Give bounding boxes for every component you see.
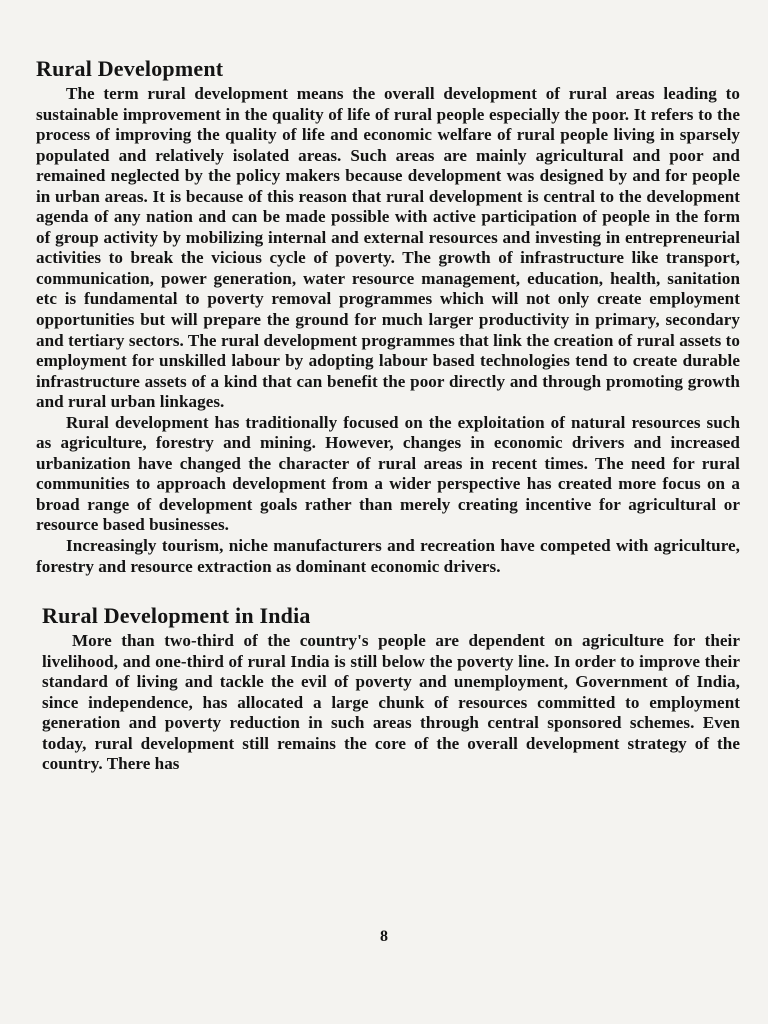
paragraph-traditional-focus: Rural development has traditionally focused on the exploitation of natural resources such as agriculture, forestry and mining. However, changes in economic drivers and increased urbanization have changed the character of rural areas in recent times. The need for rural communities to approach development from a wider perspective has created more focus on a broad range of development goals rather than merely creating incentive for agricultural or resource based businesses. (36, 412, 740, 535)
paragraph-india-overview: More than two-third of the country's people are dependent on agriculture for their livelihood, and one-third of rural India is still below the poverty line. In order to improve their standard of living and tackle the evil of poverty and unemployment, Government of India, since independence, has allocated a large chunk of resources committed to employment generation and poverty reduction in such areas through central sponsored schemes. Even today, rural development still remains the core of the overall development strategy of the country. There has (42, 631, 740, 774)
section-heading-rural-development: Rural Development (36, 56, 224, 81)
paragraph-economic-drivers: Increasingly tourism, niche manufacturers and recreation have competed with agriculture, forestry and resource extraction as dominant economic drivers. (36, 536, 740, 576)
paragraph-definition: The term rural development means the overall development of rural areas leading to sustainable improvement in the quality of life of rural people especially the poor. It refers to the process of improving the quality of life and economic welfare of rural people living in sparsely populated and relatively isolated areas. Such areas are mainly agricultural and poor and remained neglected by the policy makers because development was designed by and for people in urban areas. It is because of this reason that rural development is central to the development agenda of any nation and can be made possible with active participation of people in the form of group activity by mobilizing internal and external resources and investing in entrepreneurial activities to break the vicious cycle of poverty. The growth of infrastructure like transport, communication, power generation, water resource management, education, health, sanitation etc is fundamental to poverty removal programmes which will not only create employment opportunities but will prepare the ground for much larger productivity in primary, secondary and tertiary sectors. The rural development programmes that link the creation of rural assets to employment for unskilled labour by adopting labour based technologies tend to create durable infrastructure assets of a kind that can benefit the poor directly and through promoting growth and rural urban linkages. (36, 84, 740, 412)
page-number: 8 (380, 928, 388, 945)
section-heading-rural-development-india: Rural Development in India (42, 603, 311, 629)
page-content (36, 56, 740, 775)
